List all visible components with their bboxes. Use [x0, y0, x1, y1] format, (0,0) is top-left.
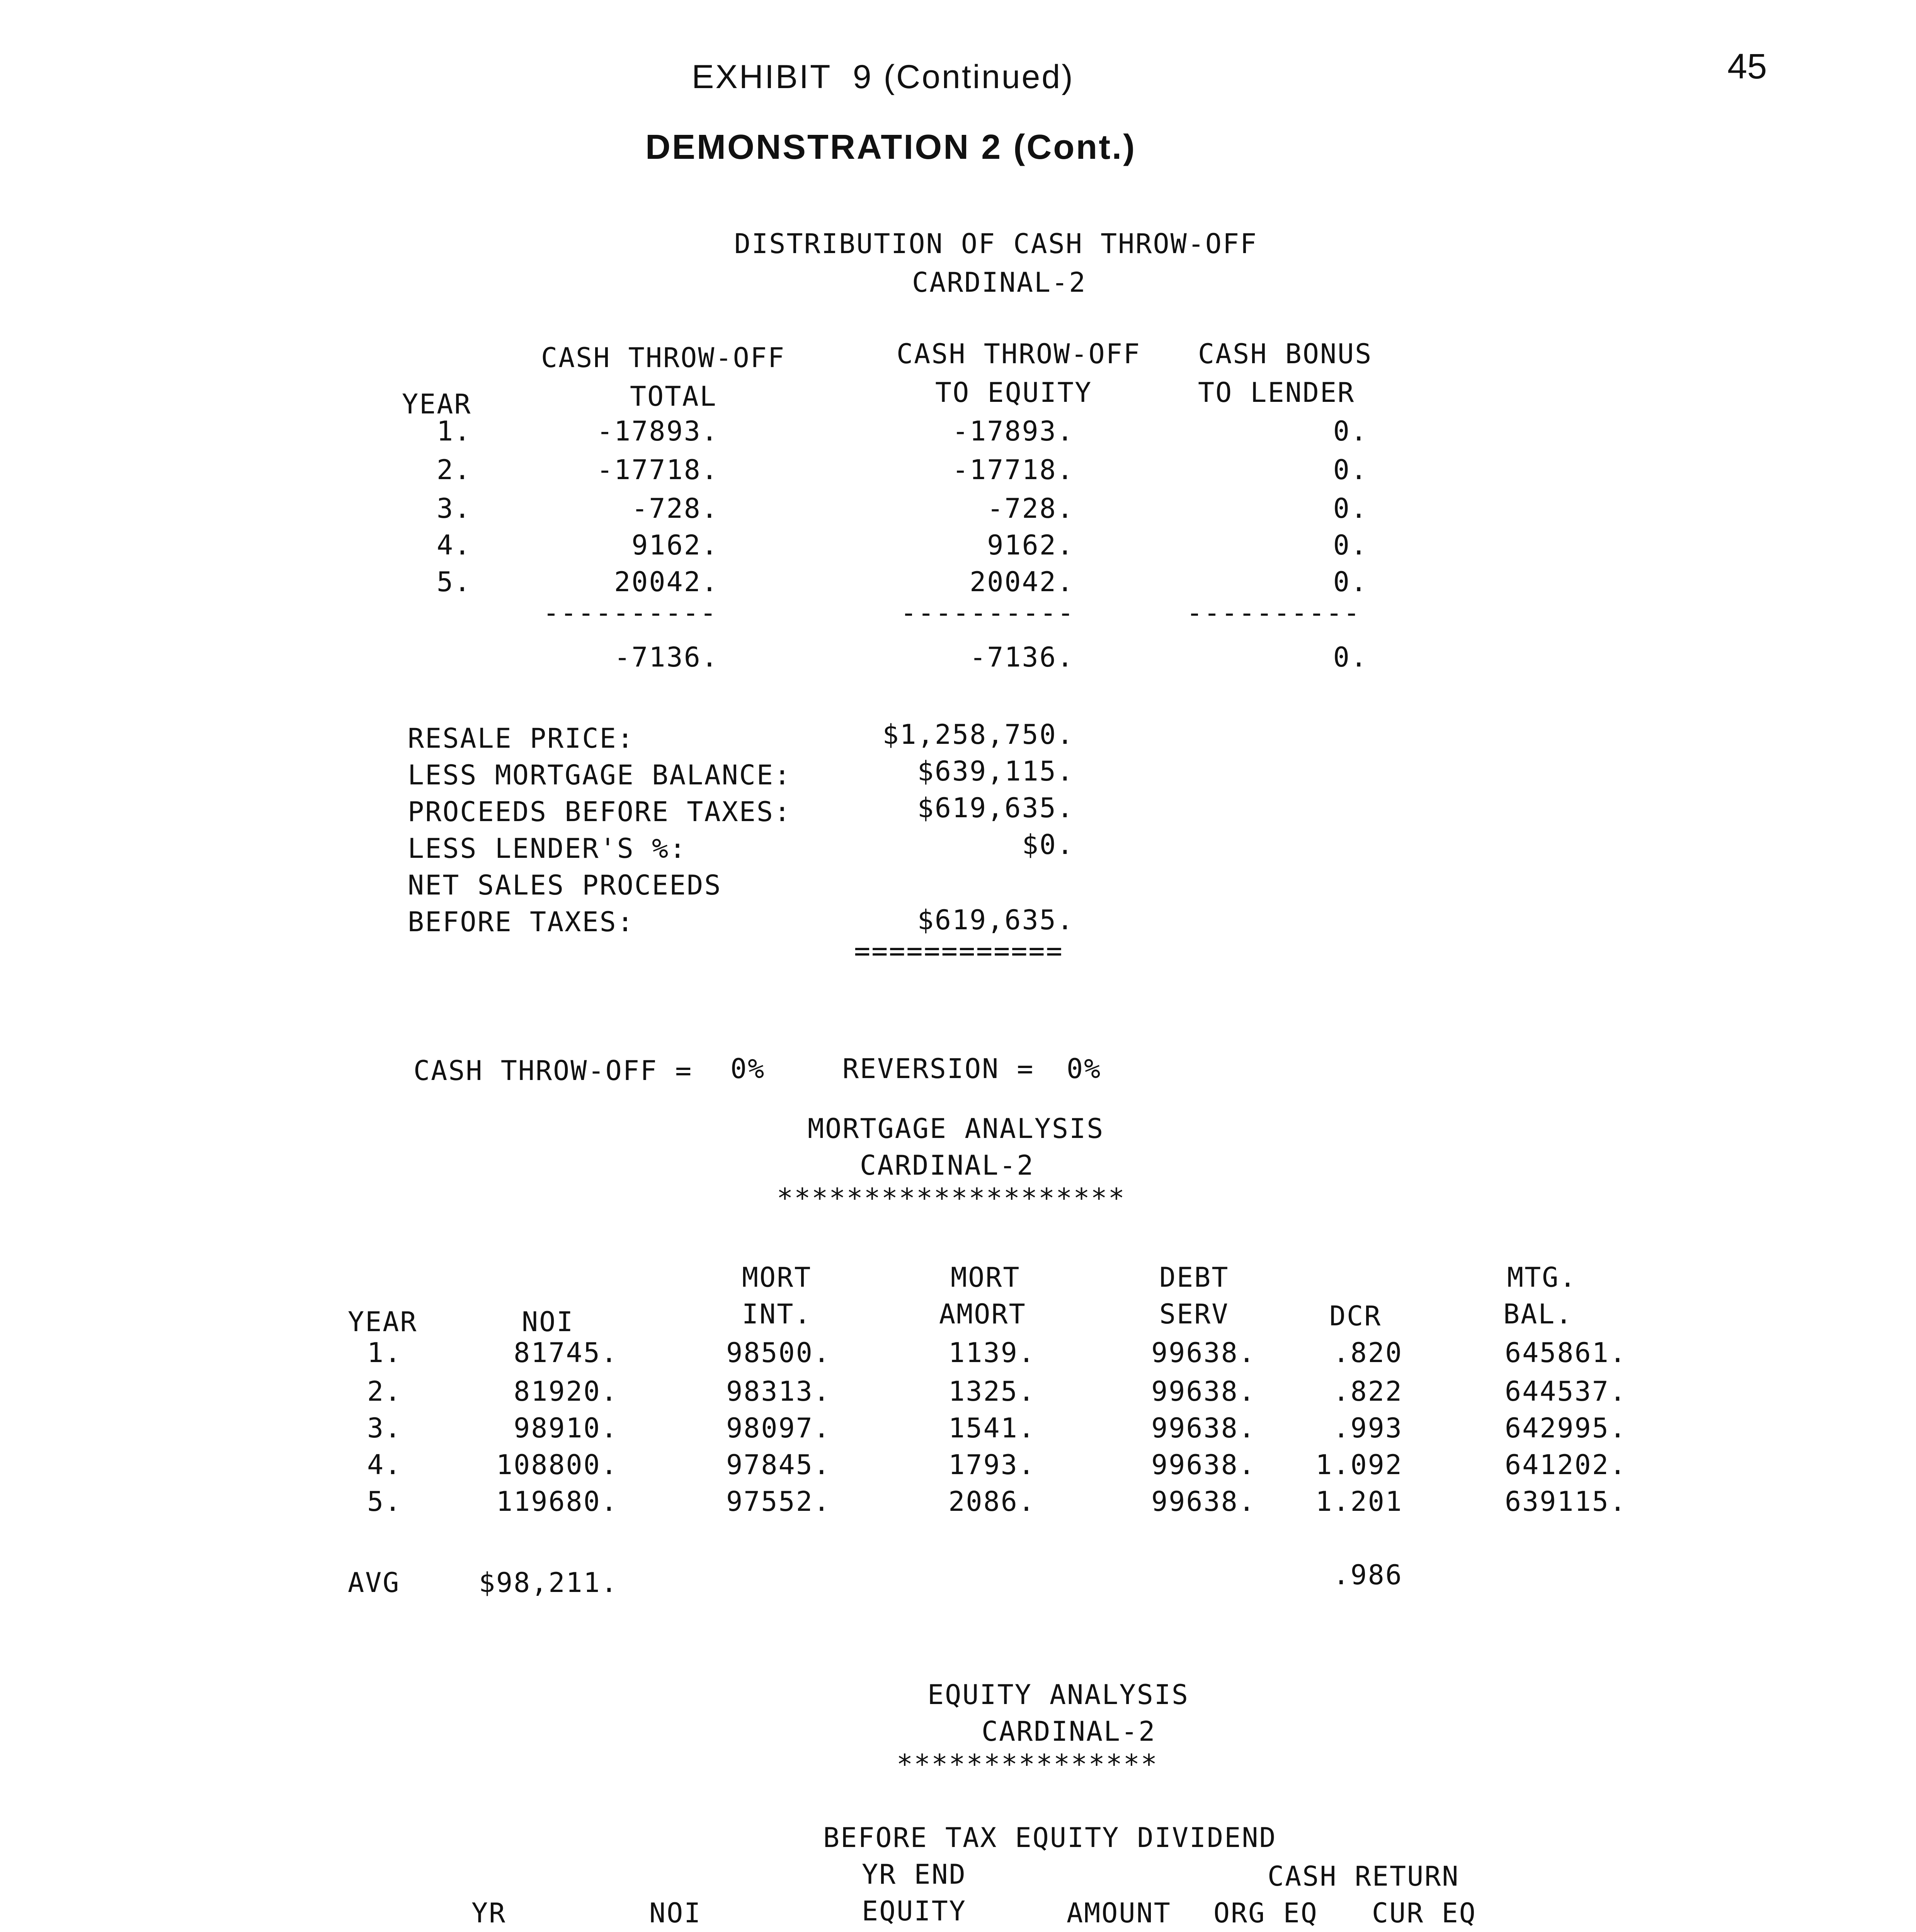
year-cell: 5.	[437, 566, 472, 598]
equity-header-cash-return: CASH RETURN	[1268, 1861, 1460, 1892]
equity-cell: -17893.	[952, 415, 1074, 447]
reversion-label: REVERSION =	[842, 1053, 1035, 1085]
year-cell: 4.	[437, 529, 472, 561]
bonus-cell: 0.	[1333, 493, 1368, 524]
mortgage-header-bal-2: BAL.	[1503, 1298, 1573, 1330]
interest-cell: 98313.	[726, 1376, 831, 1407]
table-row	[0, 1376, 1916, 1414]
equity-header-amount: AMOUNT	[1067, 1897, 1171, 1929]
year-cell: 2.	[437, 454, 472, 486]
equity-header-eq-2: EQUITY	[862, 1895, 967, 1927]
resale-value-3: $0.	[1022, 829, 1074, 861]
balance-cell: 641202.	[1504, 1449, 1627, 1481]
total-cell: 9162.	[631, 529, 719, 561]
resale-label-4: NET SALES PROCEEDS	[408, 869, 722, 901]
page-number: 45	[1727, 47, 1767, 86]
dcr-cell: 1.092	[1315, 1449, 1403, 1481]
year-cell: 2.	[367, 1376, 402, 1407]
noi-cell: 81745.	[514, 1337, 618, 1369]
equity-subtitle: CARDINAL-2	[982, 1716, 1156, 1747]
equity-header-noi: NOI	[649, 1897, 702, 1929]
resale-value-5: $619,635.	[917, 904, 1074, 936]
resale-label-5: BEFORE TAXES:	[408, 906, 635, 938]
year-cell: 3.	[437, 493, 472, 524]
cash-throw-off-value: 0%	[730, 1053, 766, 1085]
noi-cell: 119680.	[496, 1486, 618, 1517]
debt-service-cell: 99638.	[1151, 1337, 1256, 1369]
resale-label-3: LESS LENDER'S %:	[408, 833, 687, 864]
table-row	[0, 529, 1916, 568]
table-row	[0, 493, 1916, 531]
distribution-title: DISTRIBUTION OF CASH THROW-OFF	[734, 228, 1258, 260]
mortgage-header-bal-1: MTG.	[1507, 1262, 1577, 1293]
resale-label-2: PROCEEDS BEFORE TAXES:	[408, 796, 792, 828]
table-row	[0, 1412, 1916, 1451]
mortgage-header-noi: NOI	[522, 1306, 574, 1338]
amort-cell: 1541.	[948, 1412, 1036, 1444]
total-cell: 20042.	[614, 566, 719, 598]
year-cell: 1.	[367, 1337, 402, 1369]
dcr-cell: .822	[1333, 1376, 1403, 1407]
equity-header-org: ORG EQ	[1213, 1897, 1318, 1929]
distribution-subtitle: CARDINAL-2	[912, 267, 1087, 298]
year-cell: 1.	[437, 415, 472, 447]
dcr-cell: .993	[1333, 1412, 1403, 1444]
dcr-cell: .820	[1333, 1337, 1403, 1369]
equity-header-yr: YR	[471, 1897, 507, 1929]
bonus-cell: 0.	[1333, 529, 1368, 561]
total-sum: -7136.	[614, 641, 719, 673]
header-cash-to-equity-1: CASH THROW-OFF	[897, 338, 1141, 370]
year-cell: 3.	[367, 1412, 402, 1444]
year-cell: 4.	[367, 1449, 402, 1481]
mortgage-title: MORTGAGE ANALYSIS	[808, 1113, 1104, 1145]
balance-cell: 642995.	[1504, 1412, 1627, 1444]
table-row	[0, 1337, 1916, 1376]
avg-noi: $98,211.	[478, 1567, 618, 1599]
equity-sum: -7136.	[970, 641, 1074, 673]
dcr-cell: 1.201	[1315, 1486, 1403, 1517]
header-cash-throw-off-total-2: TOTAL	[630, 381, 717, 412]
mortgage-header-amort-1: MORT	[951, 1262, 1021, 1293]
mortgage-stars: ********************	[777, 1182, 1126, 1214]
resale-label-0: RESALE PRICE:	[408, 723, 635, 754]
bonus-sum: 0.	[1333, 641, 1368, 673]
mortgage-header-dcr: DCR	[1329, 1300, 1382, 1332]
resale-value-2: $619,635.	[917, 792, 1074, 824]
bonus-cell: 0.	[1333, 415, 1368, 447]
dividend-title: BEFORE TAX EQUITY DIVIDEND	[823, 1822, 1277, 1854]
cash-throw-off-label: CASH THROW-OFF =	[413, 1055, 693, 1087]
total-cell: -728.	[631, 493, 719, 524]
balance-cell: 639115.	[1504, 1486, 1627, 1517]
table-row	[0, 454, 1916, 493]
header-cash-throw-off-total-1: CASH THROW-OFF	[541, 342, 786, 374]
mortgage-header-int-1: MORT	[742, 1262, 812, 1293]
amort-cell: 1325.	[948, 1376, 1036, 1407]
bonus-cell: 0.	[1333, 454, 1368, 486]
amort-cell: 1793.	[948, 1449, 1036, 1481]
debt-service-cell: 99638.	[1151, 1412, 1256, 1444]
table-row	[0, 1449, 1916, 1488]
noi-cell: 108800.	[496, 1449, 618, 1481]
total-rule: ----------	[543, 597, 718, 629]
mortgage-subtitle: CARDINAL-2	[860, 1150, 1035, 1181]
reversion-value: 0%	[1067, 1053, 1102, 1085]
header-cash-bonus-1: CASH BONUS	[1198, 338, 1373, 370]
interest-cell: 98097.	[726, 1412, 831, 1444]
interest-cell: 97845.	[726, 1449, 831, 1481]
resale-value-0: $1,258,750.	[882, 719, 1074, 750]
equity-header-eq-1: YR END	[862, 1859, 967, 1890]
equity-cell: -728.	[987, 493, 1074, 524]
table-row	[0, 415, 1916, 454]
amort-cell: 1139.	[948, 1337, 1036, 1369]
demonstration-title: DEMONSTRATION 2 (Cont.)	[645, 128, 1137, 167]
debt-service-cell: 99638.	[1151, 1376, 1256, 1407]
mortgage-header-debt-1: DEBT	[1159, 1262, 1229, 1293]
balance-cell: 644537.	[1504, 1376, 1627, 1407]
equity-cell: -17718.	[952, 454, 1074, 486]
total-cell: -17893.	[596, 415, 719, 447]
exhibit-title: EXHIBIT 9 (Continued)	[692, 58, 1074, 95]
debt-service-cell: 99638.	[1151, 1449, 1256, 1481]
bonus-rule: ----------	[1186, 597, 1361, 629]
avg-dcr: .986	[1333, 1559, 1403, 1591]
header-cash-bonus-2: TO LENDER	[1198, 377, 1355, 408]
equity-cell: 20042.	[970, 566, 1074, 598]
mortgage-header-amort-2: AMORT	[939, 1298, 1026, 1330]
table-row	[0, 1486, 1916, 1524]
year-cell: 5.	[367, 1486, 402, 1517]
equity-header-cur: CUR EQ	[1372, 1897, 1477, 1929]
noi-cell: 98910.	[514, 1412, 618, 1444]
equity-stars: ***************	[897, 1748, 1159, 1780]
header-cash-to-equity-2: TO EQUITY	[935, 377, 1092, 408]
interest-cell: 98500.	[726, 1337, 831, 1369]
mortgage-header-debt-2: SERV	[1159, 1298, 1229, 1330]
total-cell: -17718.	[596, 454, 719, 486]
equity-cell: 9162.	[987, 529, 1074, 561]
interest-cell: 97552.	[726, 1486, 831, 1517]
equity-title: EQUITY ANALYSIS	[927, 1679, 1189, 1711]
mortgage-header-int-2: INT.	[742, 1298, 812, 1330]
debt-service-cell: 99638.	[1151, 1486, 1256, 1517]
amort-cell: 2086.	[948, 1486, 1036, 1517]
mortgage-header-year: YEAR	[348, 1306, 418, 1338]
bonus-cell: 0.	[1333, 566, 1368, 598]
avg-label: AVG	[348, 1567, 400, 1599]
header-year: YEAR	[402, 388, 472, 420]
resale-double-rule: ============	[854, 935, 1063, 967]
resale-value-1: $639,115.	[917, 755, 1074, 787]
noi-cell: 81920.	[514, 1376, 618, 1407]
equity-rule: ----------	[900, 597, 1075, 629]
resale-label-1: LESS MORTGAGE BALANCE:	[408, 759, 792, 791]
totals-row	[0, 641, 1916, 680]
balance-cell: 645861.	[1504, 1337, 1627, 1369]
